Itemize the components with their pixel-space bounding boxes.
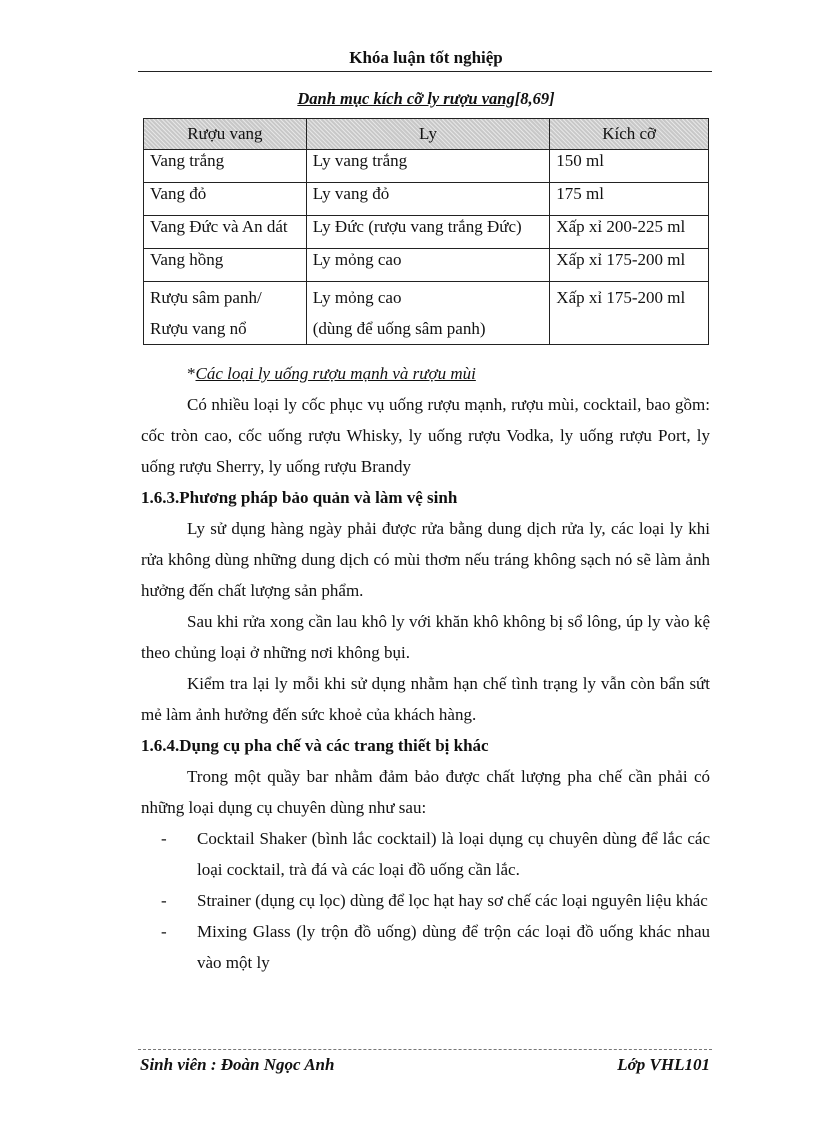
table-row: [144, 216, 709, 249]
section-heading-1-6-3: 1.6.3.Phương pháp bảo quản và làm vệ sinh: [141, 488, 458, 507]
subheading: Các loại ly uống rượu mạnh và rượu mùi: [195, 364, 476, 383]
cell-glass-line2: (dùng để uống sâm panh): [312, 319, 486, 338]
cell-wine-line1: Rượu sâm panh/: [150, 288, 262, 307]
list-item: [141, 885, 710, 916]
subheading-paragraph: [141, 358, 710, 389]
cell-wine: Vang đỏ: [144, 183, 307, 216]
cell-glass: Ly vang trắng: [306, 150, 550, 183]
wine-glass-size-table: [143, 118, 709, 345]
list-item-text: Mixing Glass (ly trộn đồ uống) dùng để trộn các loại đồ uống khác nhau vào một ly: [197, 922, 710, 972]
cell-glass: [306, 282, 550, 345]
cell-size: 175 ml: [550, 183, 709, 216]
table-row: [144, 150, 709, 183]
list-item: [141, 916, 710, 978]
table-row: [144, 249, 709, 282]
cell-size: 150 ml: [550, 150, 709, 183]
paragraph: Ly sử dụng hàng ngày phải được rửa bằng dung dịch rửa ly, các loại ly khi rửa không dùng những dung dịch có mùi thơm nếu tráng không sạch nó sẽ làm ảnh hưởng đến chất lượng sản phẩm.: [141, 519, 710, 600]
table-header-row: [144, 119, 709, 150]
bullet-dash: -: [161, 891, 167, 910]
cell-wine: Vang Đức và An dát: [144, 216, 307, 249]
table-caption-ref: [8,69]: [514, 89, 555, 108]
cell-size: Xấp xỉ 175-200 ml: [550, 249, 709, 282]
column-header-wine: Rượu vang: [144, 119, 307, 150]
footer-divider: [138, 1049, 712, 1050]
table-row: [144, 183, 709, 216]
bullet-dash: -: [161, 922, 167, 941]
subheading-prefix: *: [187, 364, 196, 383]
table-caption: [140, 89, 712, 109]
footer-class: Lớp VHL101: [617, 1055, 710, 1074]
header-divider: [138, 71, 712, 72]
cell-size: Xấp xỉ 175-200 ml: [550, 282, 709, 345]
paragraph: Sau khi rửa xong cần lau khô ly với khăn khô không bị sổ lông, úp ly vào kệ theo chủng loại ở những nơi không bụi.: [141, 612, 710, 662]
section-heading-1-6-4: 1.6.4.Dụng cụ pha chế và các trang thiết bị khác: [141, 736, 489, 755]
cell-size: Xấp xỉ 200-225 ml: [550, 216, 709, 249]
body-text: [141, 358, 710, 978]
table-row: [144, 282, 709, 345]
paragraph: Trong một quầy bar nhằm đảm bảo được chất lượng pha chế cần phải có những loại dụng cụ chuyên dùng như sau:: [141, 767, 710, 817]
cell-glass: Ly Đức (rượu vang trắng Đức): [306, 216, 550, 249]
bullet-dash: -: [161, 829, 167, 848]
footer-student: Sinh viên : Đoàn Ngọc Anh: [140, 1055, 335, 1074]
paragraph: Kiểm tra lại ly mỗi khi sử dụng nhằm hạn chế tình trạng ly vẫn còn bẩn sứt mẻ làm ảnh hưởng đến sức khoẻ của khách hàng.: [141, 674, 710, 724]
tool-list: [141, 823, 710, 978]
cell-wine-line2: Rượu vang nổ: [150, 319, 247, 338]
cell-wine: Vang hồng: [144, 249, 307, 282]
column-header-glass: Ly: [306, 119, 550, 150]
page-header-title: Khóa luận tốt nghiệp: [349, 48, 503, 67]
table-caption-text: Danh mục kích cỡ ly rượu vang: [297, 89, 515, 108]
cell-glass: Ly vang đỏ: [306, 183, 550, 216]
cell-glass: Ly mỏng cao: [306, 249, 550, 282]
column-header-size: Kích cỡ: [550, 119, 709, 150]
list-item: [141, 823, 710, 885]
cell-glass-line1: Ly mỏng cao: [312, 288, 402, 307]
cell-wine: [144, 282, 307, 345]
list-item-text: Cocktail Shaker (bình lắc cocktail) là loại dụng cụ chuyên dùng để lắc các loại cocktail, trà đá và các loại đồ uống cần lắc.: [197, 829, 710, 879]
cell-wine: Vang trắng: [144, 150, 307, 183]
list-item-text: Strainer (dụng cụ lọc) dùng để lọc hạt hay sơ chế các loại nguyên liệu khác: [197, 891, 708, 910]
paragraph: Có nhiều loại ly cốc phục vụ uống rượu mạnh, rượu mùi, cocktail, bao gồm: cốc tròn cao, cốc uống rượu Whisky, ly uống rượu Vodka, ly uống rượu Port, ly uống rượu Sherry, ly uống rượu Brandy: [141, 395, 710, 476]
